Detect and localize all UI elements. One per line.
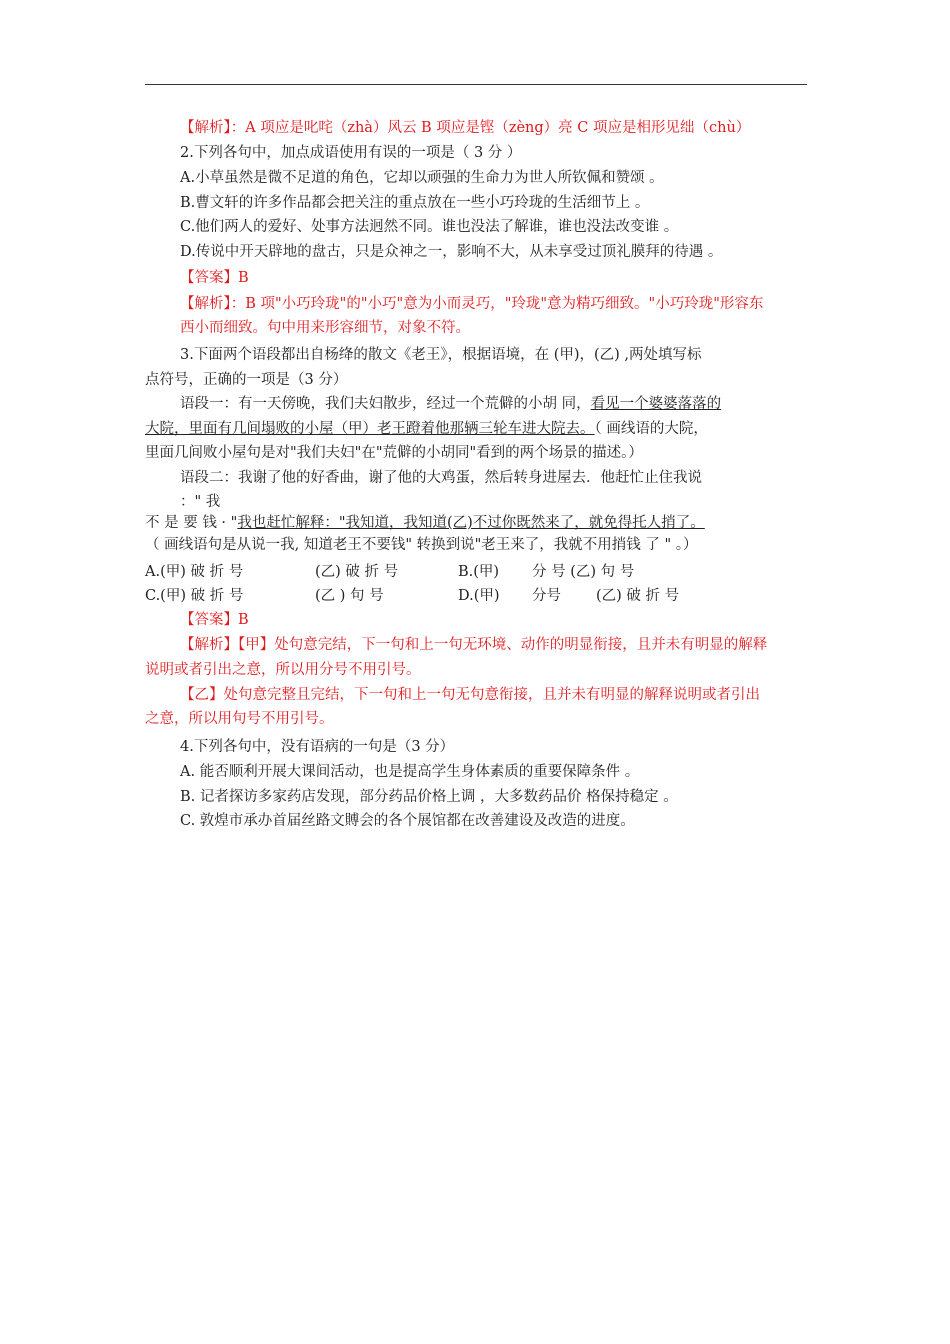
q3-option-d-part2: 分号 [532, 588, 561, 604]
q2-option-b: B.曹文轩的许多作品都会把关注的重点放在一些小巧玲珑的生活细节上 。 [180, 195, 650, 211]
q3-option-d-part3: (乙) 破 折 号 [596, 588, 680, 604]
q3-passage1-line1 [180, 394, 721, 414]
passage1-underline-b: 大院，里面有几间塌败的小屋（甲）老王蹬着他那辆三轮车进大院去。 [145, 421, 595, 437]
q4-option-c: C. 敦煌市承办首届丝路文賻会的各个展馆都在改善建设及改造的进度。 [180, 813, 635, 829]
passage1-note-start: （ 画线语的大院， [594, 421, 708, 437]
q3-analysis-line3: 【乙】处句意完整且完结，下一句和上一句无句意衔接，且并未有明显的解释说明或者引出 [180, 687, 760, 703]
q3-option-d: D.(甲) [458, 588, 500, 604]
q1-analysis: 【解析】：A 项应是叱咤（zhà）风云 B 项应是铿（zèng）亮 C 项应是相形见绌（chù） [180, 120, 751, 136]
q3-analysis-line1: 【解析】【甲】处句意完结，下一句和上一句无环境、动作的明显衔接，且并未有明显的解释 [180, 637, 768, 653]
q3-passage2-note: （ 画线语句是从说一我, 知道老王不要钱" 转换到说"老王来了，我就不用捎钱 了 " 。） [145, 537, 698, 553]
q3-option-c-part2: (乙 ) 句 号 [315, 588, 384, 604]
q3-option-c: C.(甲) 破 折 号 [145, 588, 244, 604]
q3-option-a-part2: (乙) 破 折 号 [315, 564, 399, 580]
q2-analysis-line2: 西小而细致。句中用来形容细节，对象不符。 [180, 320, 470, 336]
q3-passage2-line3 [145, 513, 705, 533]
q2-stem: 2.下列各句中，加点成语使用有误的一项是（ 3 分 ） [180, 145, 522, 161]
q2-option-a: A.小草虽然是微不足道的角色，它却以顽强的生命力为世人所钦佩和赞颂 。 [180, 170, 664, 186]
q3-option-b: B.(甲) [458, 564, 500, 580]
passage1-text: 语段一：有一天傍晚，我们夫妇散步，经过一个荒僻的小胡 同， [180, 396, 591, 412]
q3-passage1-line3: 里面几间败小屋句是对"我们夫妇"在"荒僻的小胡同"看到的两个场景的描述。） [145, 445, 643, 461]
header-rule [145, 84, 807, 85]
q2-option-d: D.传说中开天辟地的盘古，只是众神之一，影响不大，从未享受过顶礼膜拜的待遇 。 [180, 244, 723, 260]
q3-passage2-line2: ：" 我 [180, 494, 221, 510]
q3-stem-line1: 3.下面两个语段都出自杨绛的散文《老王》，根据语境，在 (甲)，(乙) ,两处填写标 [180, 347, 702, 363]
q4-option-a: A. 能否顺利开展大课间活动，也是提高学生身体素质的重要保障条件 。 [180, 764, 640, 780]
passage2-quote-start: 不 是 要 钱 · " [145, 515, 238, 531]
q3-answer: 【答案】B [180, 612, 249, 628]
q3-passage1-line2 [145, 419, 708, 439]
q4-stem: 4.下列各句中，没有语病的一句是（3 分） [180, 739, 455, 755]
q3-passage2-line1: 语段二：我谢了他的好香曲，谢了他的大鸡蛋，然后转身进屋去．他赶忙止住我说 [180, 470, 702, 486]
q3-analysis-line4: 之意，所以用句号不用引号。 [145, 711, 334, 727]
q3-stem-line2: 点符号，正确的一项是（3 分） [145, 372, 348, 388]
q4-option-b: B. 记者探访多家药店发现，部分药品价格上调 ，大多数药品价 格保持稳定 。 [180, 789, 678, 805]
passage1-underline-a: 看见一个婆婆落落的 [590, 396, 722, 412]
q2-option-c: C.他们两人的爱好、处事方法迥然不同。谁也没法了解谁，谁也没法改变谁 。 [180, 219, 679, 235]
q2-analysis-line1: 【解析】：B 项"小巧玲珑"的"小巧"意为小而灵巧，"玲珑"意为精巧细致。"小巧玲珑"形容东 [180, 296, 764, 312]
q2-answer: 【答案】B [180, 270, 249, 286]
q3-analysis-line2: 说明或者引出之意，所以用分号不用引号。 [145, 662, 421, 678]
passage2-underline: 我也赶忙解释："我知道，我知道(乙)不过你既然来了，就免得托人捎了。 [237, 515, 705, 531]
q3-option-b-part2: 分 号 (乙) 句 号 [532, 564, 635, 580]
q3-option-a: A.(甲) 破 折 号 [145, 564, 244, 580]
